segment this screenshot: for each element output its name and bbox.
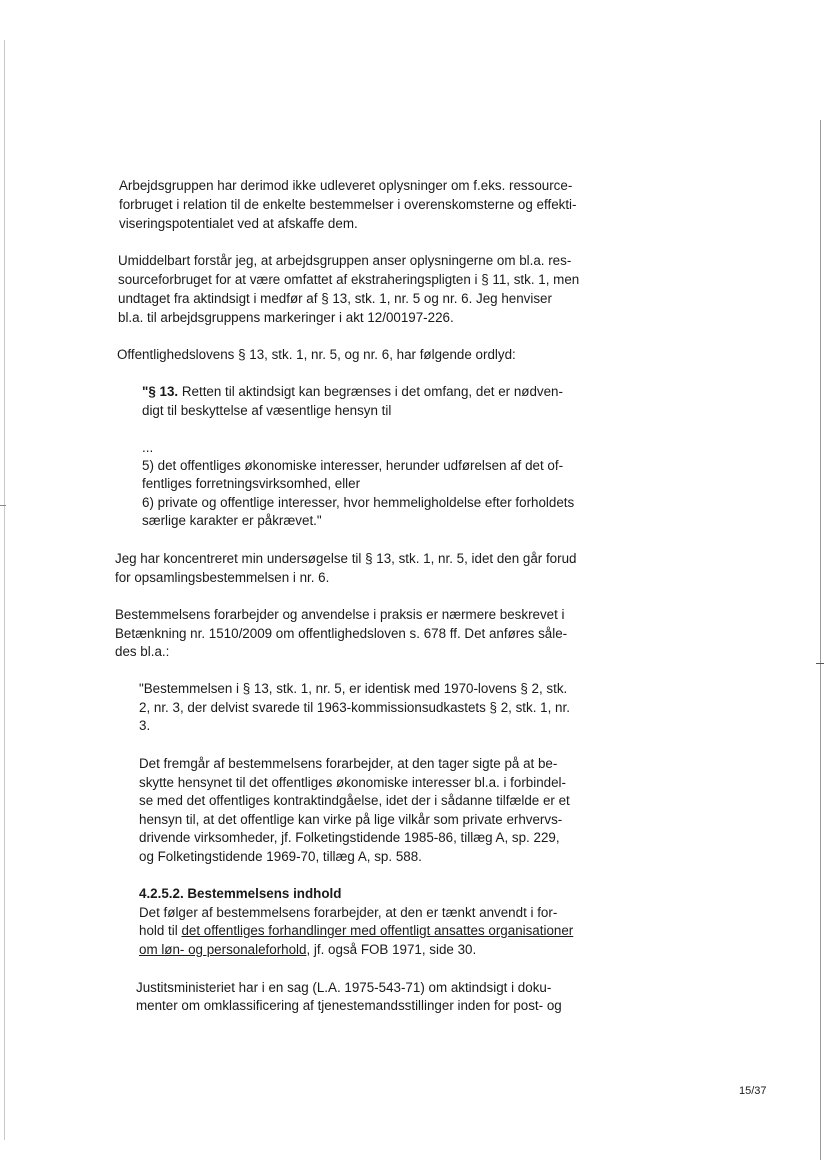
para1-line3: viseringspotentialet ved at afskaffe dem. <box>119 216 358 231</box>
quote2-p4-line2: menter om omklassificering af tjenestemandsstillinger inden for post- og <box>136 998 562 1013</box>
scan-right-edge <box>820 120 821 1160</box>
quote2-p3-line1: Det følger af bestemmelsens forarbejder, at den er tænkt anvendt i for- <box>139 905 558 920</box>
quote2-p1-line1: "Bestemmelsen i § 13, stk. 1, nr. 5, er identisk med 1970-lovens § 2, stk. <box>139 681 568 696</box>
quote2-p1-line3: 3. <box>139 718 151 733</box>
para2-line1: Umiddelbart forstår jeg, at arbejdsgruppen anser oplysningerne om bl.a. res- <box>118 253 572 268</box>
quote2-p4-line1: Justitsministeriet har i en sag (L.A. 1975-543-71) om aktindsigt i doku- <box>136 980 552 995</box>
quote1-section-label: "§ 13. <box>142 384 179 399</box>
scan-left-tick <box>0 505 6 506</box>
quote1-line1 <box>142 383 563 401</box>
quote2-p2-line5: drivende virksomheder, jf. Folketingstidende 1985-86, tillæg A, sp. 229, <box>139 830 560 845</box>
quote2-p2-line6: og Folketingstidende 1969-70, tillæg A, sp. 588. <box>139 849 422 864</box>
quote2-p3-line3-text: , jf. også FOB 1971, side 30. <box>306 942 477 957</box>
quote2-p3-line3 <box>139 941 476 959</box>
quote2-p2-line4: hensyn til, at det offentlige kan virke på lige vilkår som private erhvervs- <box>139 812 563 827</box>
para5-line3: des bl.a.: <box>115 644 170 659</box>
scan-left-edge <box>4 40 5 1140</box>
quote2-p3-underlined-text-2: om løn- og personaleforhold <box>139 942 307 957</box>
para4-line1: Jeg har koncentreret min undersøgelse til § 13, stk. 1, nr. 5, idet den går forud <box>115 551 577 566</box>
para1-line2: forbruget i relation til de enkelte bestemmelser i overenskomsterne og effekti- <box>119 197 577 212</box>
quote2-p1-line2: 2, nr. 3, der delvist svarede til 1963-kommissionsudkastets § 2, stk. 1, nr. <box>139 700 570 715</box>
quote1-line1-text: Retten til aktindsigt kan begrænses i det omfang, det er nødven- <box>178 384 563 399</box>
quote2-p2-line3: se med det offentliges kontraktindgåelse, idet der i sådanne tilfælde er et <box>139 793 570 808</box>
quote1-item2-line1: 6) private og offentlige interesser, hvor hemmeligholdelse efter forholdets <box>142 495 575 510</box>
page-number: 15/37 <box>739 1085 767 1097</box>
quote1-item1-line2: fentliges forretningsvirksomhed, eller <box>142 476 361 491</box>
para3-line1: Offentlighedslovens § 13, stk. 1, nr. 5, og nr. 6, har følgende ordlyd: <box>117 347 516 362</box>
quote2-p2-line2: skytte hensynet til det offentliges økonomiske interesser bl.a. i forbindel- <box>139 775 566 790</box>
quote2-p2-line1: Det fremgår af bestemmelsens forarbejder, at den tager sigte på at be- <box>139 756 558 771</box>
para1-line1: Arbejdsgruppen har derimod ikke udleveret oplysninger om f.eks. ressource- <box>119 178 573 193</box>
quote2-p3-line2-text: hold til <box>139 923 182 938</box>
quote1-line2: digt til beskyttelse af væsentlige hensyn til <box>142 403 392 418</box>
para4-line2: for opsamlingsbestemmelsen i nr. 6. <box>115 570 330 585</box>
scan-right-tick <box>816 663 824 664</box>
quote2-heading: 4.2.5.2. Bestemmelsens indhold <box>139 886 342 901</box>
quote2-p3-line2 <box>139 922 573 940</box>
para5-line1: Bestemmelsens forarbejder og anvendelse i praksis er nærmere beskrevet i <box>115 607 565 622</box>
quote1-item2-line2: særlige karakter er påkrævet." <box>142 513 322 528</box>
quote1-ellipsis: ... <box>142 440 154 455</box>
para2-line3: undtaget fra aktindsigt i medfør af § 13, stk. 1, nr. 5 og nr. 6. Jeg henviser <box>118 291 552 306</box>
para2-line4: bl.a. til arbejdsgruppens markeringer i akt 12/00197-226. <box>118 310 454 325</box>
quote2-p3-underlined-text: det offentliges forhandlinger med offentligt ansattes organisationer <box>181 923 574 938</box>
quote1-item1-line1: 5) det offentliges økonomiske interesser, herunder udførelsen af det of- <box>142 458 564 473</box>
para5-line2: Betænkning nr. 1510/2009 om offentlighedsloven s. 678 ff. Det anføres såle- <box>115 626 568 641</box>
para2-line2: sourceforbruget for at være omfattet af ekstraheringspligten i § 11, stk. 1, men <box>118 272 580 287</box>
